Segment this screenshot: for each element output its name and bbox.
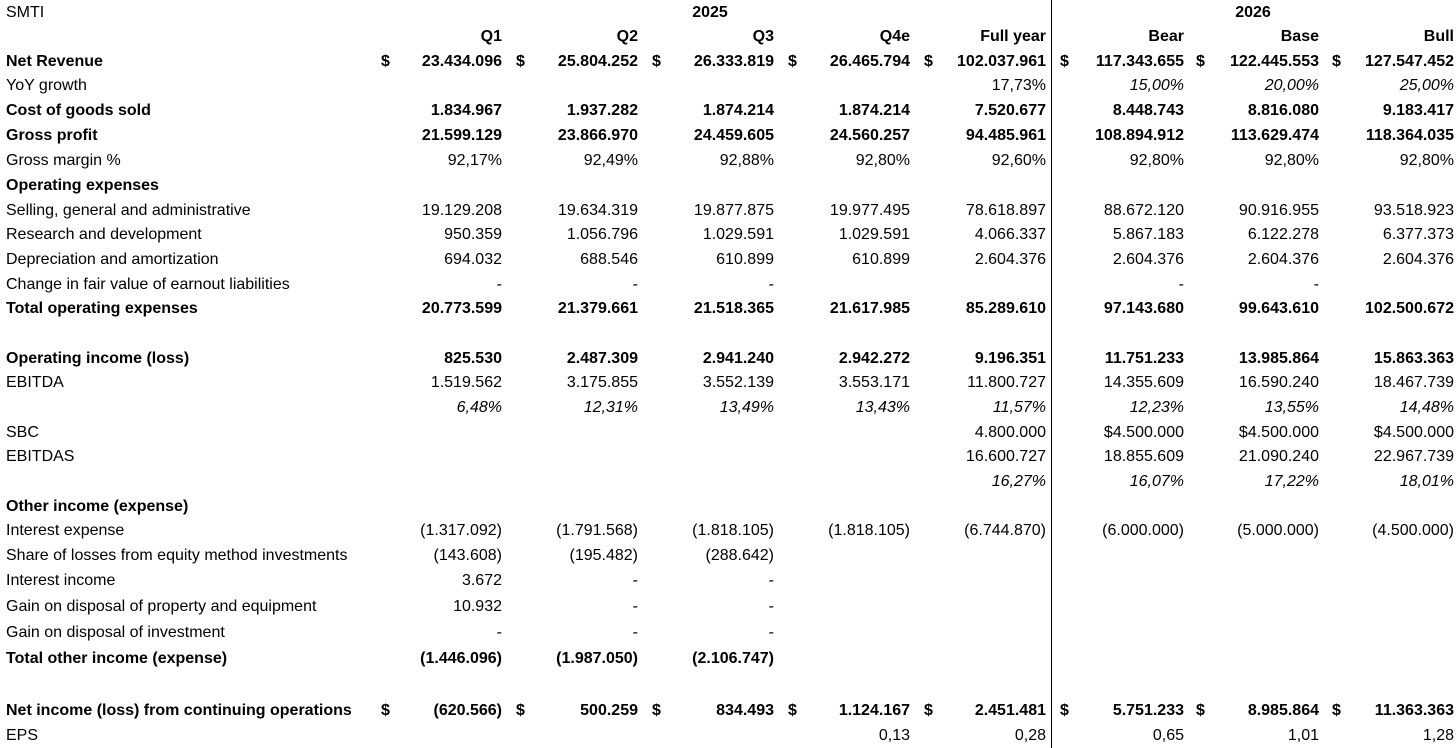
- value-cell: -: [632, 276, 638, 293]
- value-cell: 10.932: [453, 598, 502, 615]
- value-cell: (1.317.092): [420, 522, 502, 539]
- value-cell: $4.500.000: [1373, 424, 1454, 441]
- value-cell: 23.434.096: [421, 53, 502, 70]
- value-cell: 1.834.967: [430, 102, 502, 119]
- year-2025-label: 2025: [692, 4, 728, 21]
- value-cell: 2.604.376: [974, 251, 1046, 268]
- col-header-full-year: Full year: [980, 28, 1046, 45]
- currency-symbol: $: [516, 702, 525, 719]
- value-cell: 11.751.233: [1104, 350, 1184, 367]
- value-cell: 14.355.609: [1103, 374, 1184, 391]
- value-cell: (143.608): [433, 547, 502, 564]
- table-row: [0, 198, 1456, 223]
- col-header-q1: Q1: [480, 28, 502, 45]
- value-cell: 5.867.183: [1112, 226, 1184, 243]
- table-row: [0, 98, 1456, 123]
- value-cell: 97.143.680: [1103, 300, 1184, 317]
- value-cell: -: [1313, 276, 1319, 293]
- value-cell: 92,88%: [719, 152, 774, 169]
- header-row-columns: [0, 24, 1456, 49]
- value-cell: 127.547.452: [1365, 53, 1454, 70]
- value-cell: (620.566): [433, 702, 502, 719]
- value-cell: 1.874.214: [838, 102, 910, 119]
- value-cell: 92,60%: [991, 152, 1046, 169]
- value-cell: 1,01: [1287, 727, 1319, 744]
- value-cell: 92,80%: [1399, 152, 1454, 169]
- value-cell: 25,00%: [1399, 77, 1454, 94]
- value-cell: 1.124.167: [838, 702, 910, 719]
- value-cell: -: [1178, 276, 1184, 293]
- row-label: Gain on disposal of property and equipment: [6, 598, 317, 615]
- table-row: [0, 321, 1456, 346]
- sheet-title: SMTI: [6, 4, 45, 21]
- currency-symbol: $: [924, 702, 933, 719]
- value-cell: 18,01%: [1399, 473, 1454, 490]
- value-cell: (1.987.050): [556, 650, 638, 667]
- value-cell: $4.500.000: [1103, 424, 1184, 441]
- value-cell: 92,49%: [583, 152, 638, 169]
- currency-symbol: $: [1060, 53, 1069, 70]
- row-label: EBITDAS: [6, 448, 75, 465]
- value-cell: 21.379.661: [557, 300, 638, 317]
- value-cell: 90.916.955: [1238, 202, 1319, 219]
- row-label: SBC: [6, 424, 39, 441]
- value-cell: 19.877.875: [693, 202, 774, 219]
- table-row: [0, 272, 1456, 297]
- col-header-q4e: Q4e: [879, 28, 910, 45]
- value-cell: 14,48%: [1399, 399, 1454, 416]
- row-label: Interest income: [6, 572, 116, 589]
- value-cell: 17,22%: [1264, 473, 1319, 490]
- row-label: Net Revenue: [6, 53, 103, 70]
- value-cell: 102.500.672: [1365, 300, 1454, 317]
- value-cell: 24.459.605: [693, 127, 774, 144]
- table-row: [0, 723, 1456, 748]
- value-cell: 16.600.727: [965, 448, 1046, 465]
- value-cell: 21.518.365: [693, 300, 774, 317]
- value-cell: (1.818.105): [692, 522, 774, 539]
- currency-symbol: $: [652, 702, 661, 719]
- value-cell: 13,43%: [855, 399, 910, 416]
- row-label: EPS: [6, 727, 39, 744]
- value-cell: 9.183.417: [1382, 102, 1454, 119]
- currency-symbol: $: [1332, 53, 1341, 70]
- value-cell: (5.000.000): [1237, 522, 1319, 539]
- table-row: [0, 420, 1456, 445]
- value-cell: 93.518.923: [1373, 202, 1454, 219]
- table-row: [0, 73, 1456, 98]
- row-label: Cost of goods sold: [6, 102, 151, 119]
- value-cell: -: [632, 572, 638, 589]
- value-cell: -: [496, 624, 502, 641]
- value-cell: 2.604.376: [1382, 251, 1454, 268]
- value-cell: 78.618.897: [965, 202, 1046, 219]
- value-cell: 11.800.727: [967, 374, 1046, 391]
- table-row: [0, 469, 1456, 494]
- value-cell: 3.552.139: [702, 374, 774, 391]
- row-label: Gross profit: [6, 127, 98, 144]
- value-cell: 8.985.864: [1247, 702, 1319, 719]
- col-header-q2: Q2: [616, 28, 638, 45]
- year-2026-label: 2026: [1235, 4, 1271, 21]
- value-cell: 0,28: [1014, 727, 1046, 744]
- table-row: [0, 543, 1456, 568]
- row-label: Change in fair value of earnout liabilities: [6, 276, 290, 293]
- value-cell: (6.744.870): [964, 522, 1046, 539]
- value-cell: 19.977.495: [829, 202, 910, 219]
- row-label: EBITDA: [6, 374, 64, 391]
- value-cell: 113.629.474: [1230, 127, 1319, 144]
- value-cell: -: [768, 598, 774, 615]
- currency-symbol: $: [1196, 702, 1205, 719]
- value-cell: 26.333.819: [693, 53, 774, 70]
- table-row: [0, 568, 1456, 593]
- currency-symbol: $: [788, 53, 797, 70]
- value-cell: 26.465.794: [829, 53, 910, 70]
- value-cell: 19.129.208: [421, 202, 502, 219]
- value-cell: (1.818.105): [828, 522, 910, 539]
- value-cell: 118.364.035: [1365, 127, 1454, 144]
- value-cell: 16,07%: [1129, 473, 1184, 490]
- table-row: [0, 123, 1456, 148]
- table-row: [0, 672, 1456, 697]
- table-row: [0, 594, 1456, 619]
- row-label: Interest expense: [6, 522, 125, 539]
- value-cell: -: [632, 598, 638, 615]
- value-cell: 12,31%: [583, 399, 638, 416]
- value-cell: 610.899: [716, 251, 774, 268]
- value-cell: 92,80%: [1129, 152, 1184, 169]
- value-cell: 21.090.240: [1238, 448, 1319, 465]
- currency-symbol: $: [924, 53, 933, 70]
- value-cell: 1.937.282: [566, 102, 638, 119]
- value-cell: 117.343.655: [1095, 53, 1184, 70]
- value-cell: 102.037.961: [957, 53, 1046, 70]
- value-cell: 16,27%: [991, 473, 1046, 490]
- row-label: Net income (loss) from continuing operations: [6, 702, 352, 719]
- value-cell: 99.643.610: [1238, 300, 1319, 317]
- value-cell: (6.000.000): [1102, 522, 1184, 539]
- value-cell: 92,80%: [855, 152, 910, 169]
- value-cell: 15,00%: [1129, 77, 1184, 94]
- currency-symbol: $: [788, 702, 797, 719]
- table-row: [0, 222, 1456, 247]
- value-cell: 12,23%: [1129, 399, 1184, 416]
- value-cell: (288.642): [705, 547, 774, 564]
- currency-symbol: $: [1060, 702, 1069, 719]
- value-cell: (195.482): [569, 547, 638, 564]
- currency-symbol: $: [652, 53, 661, 70]
- col-header-base: Base: [1280, 28, 1319, 45]
- table-row: [0, 370, 1456, 395]
- value-cell: 1.056.796: [566, 226, 638, 243]
- value-cell: 16.590.240: [1238, 374, 1319, 391]
- value-cell: 21.599.129: [421, 127, 502, 144]
- value-cell: 1.874.214: [702, 102, 774, 119]
- value-cell: 834.493: [716, 702, 774, 719]
- value-cell: 5.751.233: [1112, 702, 1184, 719]
- value-cell: -: [632, 624, 638, 641]
- value-cell: 500.259: [580, 702, 638, 719]
- value-cell: 6,48%: [456, 399, 502, 416]
- value-cell: 694.032: [444, 251, 502, 268]
- table-row: [0, 296, 1456, 321]
- value-cell: 9.196.351: [974, 350, 1046, 367]
- row-label: Share of losses from equity method investments: [6, 547, 348, 564]
- value-cell: 688.546: [580, 251, 638, 268]
- value-cell: 2.451.481: [974, 702, 1046, 719]
- table-row: [0, 646, 1456, 671]
- value-cell: (2.106.747): [692, 650, 774, 667]
- currency-symbol: $: [1332, 702, 1341, 719]
- value-cell: -: [768, 276, 774, 293]
- value-cell: 3.553.171: [838, 374, 910, 391]
- value-cell: 108.894.912: [1095, 127, 1184, 144]
- row-label: Gross margin %: [6, 152, 121, 169]
- table-row: [0, 49, 1456, 74]
- row-label: Other income (expense): [6, 498, 189, 515]
- row-label: Research and development: [6, 226, 202, 243]
- value-cell: 6.377.373: [1382, 226, 1454, 243]
- value-cell: 0,13: [878, 727, 910, 744]
- row-label: Depreciation and amortization: [6, 251, 219, 268]
- value-cell: 25.804.252: [557, 53, 638, 70]
- table-row: [0, 247, 1456, 272]
- value-cell: 21.617.985: [829, 300, 910, 317]
- currency-symbol: $: [1196, 53, 1205, 70]
- table-row: [0, 395, 1456, 420]
- table-row: [0, 620, 1456, 645]
- header-row-years: [0, 0, 1456, 25]
- value-cell: 2.487.309: [566, 350, 638, 367]
- row-label: Operating expenses: [6, 177, 159, 194]
- value-cell: 122.445.553: [1230, 53, 1319, 70]
- value-cell: 94.485.961: [965, 127, 1046, 144]
- table-row: [0, 698, 1456, 723]
- col-header-q3: Q3: [752, 28, 774, 45]
- currency-symbol: $: [381, 702, 390, 719]
- value-cell: 1.519.562: [430, 374, 502, 391]
- row-label: YoY growth: [6, 77, 87, 94]
- value-cell: -: [768, 572, 774, 589]
- row-label: Selling, general and administrative: [6, 202, 251, 219]
- table-row: [0, 346, 1456, 371]
- value-cell: 23.866.970: [557, 127, 638, 144]
- value-cell: 825.530: [444, 350, 502, 367]
- value-cell: 1.029.591: [838, 226, 910, 243]
- row-label: Operating income (loss): [6, 350, 190, 367]
- value-cell: 1,28: [1422, 727, 1454, 744]
- value-cell: 950.359: [444, 226, 502, 243]
- value-cell: 15.863.363: [1373, 350, 1454, 367]
- value-cell: 3.175.855: [566, 374, 638, 391]
- value-cell: 3.672: [461, 572, 502, 589]
- value-cell: (1.791.568): [556, 522, 638, 539]
- table-row: [0, 148, 1456, 173]
- value-cell: -: [768, 624, 774, 641]
- value-cell: 8.448.743: [1112, 102, 1184, 119]
- value-cell: 18.467.739: [1373, 374, 1454, 391]
- value-cell: 2.604.376: [1247, 251, 1319, 268]
- value-cell: 1.029.591: [702, 226, 774, 243]
- value-cell: 11,57%: [992, 399, 1046, 416]
- value-cell: 4.800.000: [974, 424, 1046, 441]
- value-cell: 13,49%: [719, 399, 774, 416]
- value-cell: 2.942.272: [838, 350, 910, 367]
- value-cell: 13.985.864: [1238, 350, 1319, 367]
- row-label: Total operating expenses: [6, 300, 198, 317]
- value-cell: (1.446.096): [420, 650, 502, 667]
- value-cell: 22.967.739: [1373, 448, 1454, 465]
- currency-symbol: $: [516, 53, 525, 70]
- value-cell: 92,17%: [447, 152, 502, 169]
- value-cell: 24.560.257: [829, 127, 910, 144]
- value-cell: 20,00%: [1264, 77, 1319, 94]
- table-row: [0, 173, 1456, 198]
- value-cell: 13,55%: [1264, 399, 1319, 416]
- value-cell: 7.520.677: [974, 102, 1046, 119]
- table-row: [0, 444, 1456, 469]
- table-row: [0, 494, 1456, 519]
- value-cell: 17,73%: [991, 77, 1046, 94]
- row-label: Gain on disposal of investment: [6, 624, 225, 641]
- row-label: Total other income (expense): [6, 650, 228, 667]
- value-cell: 2.604.376: [1112, 251, 1184, 268]
- value-cell: -: [496, 276, 502, 293]
- value-cell: 92,80%: [1264, 152, 1319, 169]
- value-cell: 85.289.610: [965, 300, 1046, 317]
- value-cell: $4.500.000: [1238, 424, 1319, 441]
- value-cell: 6.122.278: [1247, 226, 1319, 243]
- value-cell: 8.816.080: [1247, 102, 1319, 119]
- value-cell: 19.634.319: [557, 202, 638, 219]
- col-header-bear: Bear: [1148, 28, 1184, 45]
- value-cell: 11.363.363: [1374, 702, 1454, 719]
- col-header-bull: Bull: [1423, 28, 1454, 45]
- value-cell: 610.899: [852, 251, 910, 268]
- value-cell: 2.941.240: [702, 350, 774, 367]
- currency-symbol: $: [381, 53, 390, 70]
- value-cell: 0,65: [1152, 727, 1184, 744]
- value-cell: 4.066.337: [974, 226, 1046, 243]
- value-cell: 20.773.599: [421, 300, 502, 317]
- value-cell: 88.672.120: [1103, 202, 1184, 219]
- value-cell: (4.500.000): [1372, 522, 1454, 539]
- value-cell: 18.855.609: [1103, 448, 1184, 465]
- table-row: [0, 518, 1456, 543]
